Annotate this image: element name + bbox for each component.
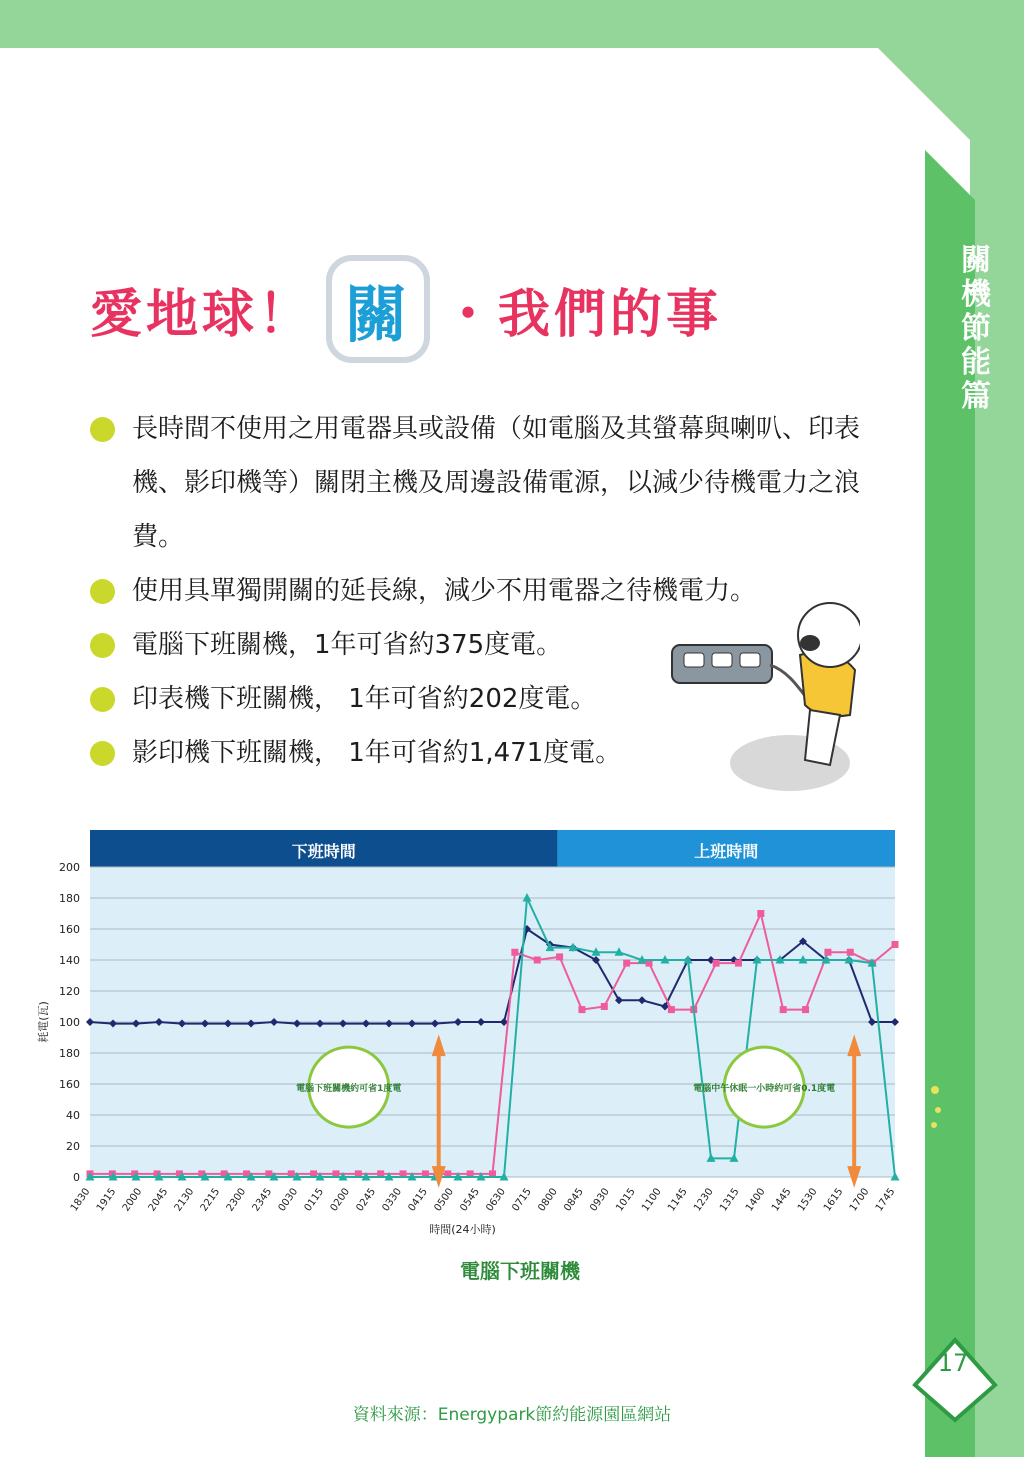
data-point [780,1006,787,1013]
x-tick-label: 1315 [718,1186,742,1214]
data-point [601,1003,608,1010]
data-point [757,910,764,917]
x-tick-label: 2130 [172,1186,197,1214]
x-tick-label: 0200 [328,1186,353,1214]
x-tick-label: 0630 [484,1186,508,1214]
annotation-text: 電腦下班關機約可省1度電 [296,1084,402,1095]
headline-badge: 關 [326,255,430,363]
x-tick-label: 2345 [250,1186,275,1214]
x-tick-label: 1745 [873,1186,898,1214]
x-tick-label: 2045 [146,1186,171,1214]
y-tick-label: 140 [59,954,80,967]
x-axis-label: 時間(24小時) [429,1223,496,1236]
data-point [556,953,563,960]
x-tick-label: 1830 [68,1186,93,1214]
page-headline [90,254,722,364]
y-tick-label: 160 [59,923,80,936]
y-tick-label: 20 [66,1140,80,1153]
y-tick-label: 120 [59,985,80,998]
tip-text: 印表機下班關機， 1年可省約202度電。 [132,684,597,714]
x-tick-label: 1015 [614,1186,638,1214]
tip-text: 使用具單獨開關的延長線，減少不用電器之待機電力。 [132,576,757,606]
data-point [892,941,899,948]
decor-dot [931,1086,939,1094]
x-tick-label: 0930 [588,1186,612,1214]
x-tick-label: 0800 [536,1186,560,1214]
x-tick-label: 1445 [769,1186,794,1214]
data-point [735,960,742,967]
y-axis-label: 耗電(瓦) [37,1001,50,1043]
x-tick-label: 1915 [94,1186,119,1214]
x-tick-label: 0845 [562,1186,586,1214]
bullet-dot-icon [90,579,115,604]
headline-prefix: 愛地球！ [90,283,315,345]
source-credit: 資料來源：Energypark節約能源園區網站 [352,1405,672,1425]
decor-dot [935,1107,941,1113]
data-point [511,949,518,956]
x-tick-label: 1230 [692,1186,716,1214]
x-tick-label: 2300 [224,1186,249,1214]
y-tick-label: 180 [59,892,80,905]
data-point [578,1006,585,1013]
x-tick-label: 1700 [847,1186,872,1214]
x-tick-label: 1615 [821,1186,846,1214]
y-tick-label: 200 [59,861,80,874]
x-tick-label: 0030 [276,1186,301,1214]
tip-text: 長時間不使用之用電器具或設備（如電腦及其螢幕與喇叭、印表機、影印機等）關閉主機及周邊設備電源，以減少待機電力之浪費。 [132,414,861,552]
page-number: 17 [937,1349,969,1377]
section-side-label: 關機節能篇 [961,243,991,414]
x-tick-label: 1400 [744,1186,768,1214]
bullet-dot-icon [90,417,115,442]
data-point [824,949,831,956]
mascot-power-strip-illustration [660,595,860,805]
data-point [802,1006,809,1013]
tip-text: 電腦下班關機，1年可省約375度電。 [132,630,563,660]
x-tick-label: 0500 [432,1186,457,1214]
y-tick-label: 180 [59,1047,80,1060]
y-tick-label: 100 [59,1016,80,1029]
time-band-label: 上班時間 [694,842,759,861]
tip-item [90,402,890,564]
chart-caption: 電腦下班關機 [460,1259,580,1283]
data-point [713,960,720,967]
data-point [847,949,854,956]
headline-suffix: ・我們的事 [442,283,723,345]
x-tick-label: 1530 [795,1186,820,1214]
tip-text: 影印機下班關機， 1年可省約1,471度電。 [132,738,622,768]
x-tick-label: 2000 [120,1186,145,1214]
x-tick-label: 0545 [458,1186,482,1214]
decor-dot [931,1122,937,1128]
x-tick-label: 2215 [198,1186,223,1214]
y-tick-label: 160 [59,1078,80,1091]
top-green-band [0,0,1024,250]
time-band-label: 下班時間 [291,842,356,861]
x-tick-label: 1145 [666,1186,690,1214]
y-tick-label: 40 [66,1109,80,1122]
x-tick-label: 0115 [302,1186,327,1214]
power-consumption-chart [35,825,915,1245]
annotation-text: 電腦中午休眠一小時約可省0.1度電 [693,1084,836,1095]
bullet-dot-icon [90,741,115,766]
data-point [668,1006,675,1013]
x-tick-label: 0330 [380,1186,405,1214]
y-tick-label: 0 [73,1171,80,1184]
x-tick-label: 0245 [354,1186,379,1214]
x-tick-label: 1100 [640,1186,664,1214]
data-point [534,957,541,964]
x-tick-label: 0715 [510,1186,534,1214]
bullet-dot-icon [90,633,115,658]
data-point [623,960,630,967]
bullet-dot-icon [90,687,115,712]
x-tick-label: 0415 [406,1186,431,1214]
